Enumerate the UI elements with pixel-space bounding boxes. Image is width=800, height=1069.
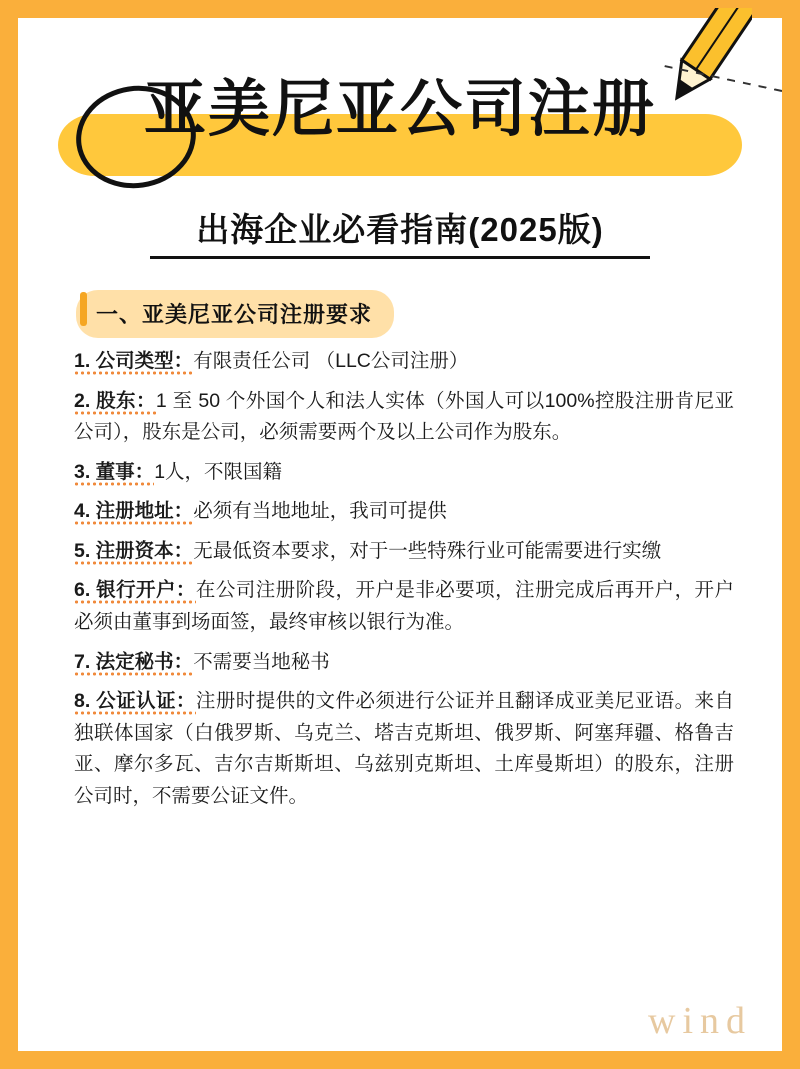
list-item-lead: 3. 董事： — [74, 461, 154, 486]
list-item-body: 不需要当地秘书 — [193, 650, 330, 673]
list-item-lead: 4. 注册地址： — [74, 500, 193, 525]
list-item — [74, 457, 734, 489]
list-item-body: 注册时提供的文件必须进行公证并且翻译成亚美尼亚语。来自独联体国家（白俄罗斯、乌克兰、塔吉克斯坦、俄罗斯、阿塞拜疆、格鲁吉亚、摩尔多瓦、吉尔吉斯斯坦、乌兹别克斯坦、土库曼斯坦）的股东，注册公司时，不需要公证文件。 — [74, 690, 734, 807]
list-item — [74, 536, 734, 568]
list-item-body: 必须有当地地址，我司可提供 — [193, 500, 447, 523]
page-title: 亚美尼亚公司注册 — [143, 75, 656, 144]
list-item-lead: 7. 法定秘书： — [74, 651, 193, 676]
list-item — [74, 346, 734, 378]
list-item — [74, 386, 734, 449]
subtitle-underline — [150, 256, 650, 259]
list-item-body: 在公司注册阶段，开户是非必要项，注册完成后再开户，开户必须由董事到场面签，最终审核以银行为准。 — [74, 579, 734, 634]
list-item — [74, 575, 734, 638]
list-item-body: 1 至 50 个外国个人和法人实体（外国人可以100%控股注册肯尼亚公司），股东是公司，必须需要两个及以上公司作为股东。 — [74, 389, 734, 444]
list-item-body: 有限责任公司 （LLC公司注册） — [193, 350, 469, 372]
list-item — [74, 686, 734, 812]
watermark: wind — [648, 1000, 752, 1042]
list-item-lead: 8. 公证认证： — [74, 690, 196, 715]
poster-card — [18, 18, 782, 1051]
list-item-body: 无最低资本要求，对于一些特殊行业可能需要进行实缴 — [193, 539, 662, 562]
page-subtitle: 出海企业必看指南(2025版) — [196, 211, 604, 248]
list-item-lead: 2. 股东： — [74, 390, 156, 415]
list-item — [74, 647, 734, 679]
list-item — [74, 496, 734, 528]
section-heading: 一、亚美尼亚公司注册要求 — [76, 290, 394, 338]
section-accent-bar — [80, 292, 87, 326]
list-item-lead: 5. 注册资本： — [74, 540, 193, 565]
list-item-lead: 6. 银行开户： — [74, 579, 196, 604]
list-item-body: 1人，不限国籍 — [154, 460, 283, 483]
requirements-list — [74, 346, 734, 821]
list-item-lead: 1. 公司类型： — [74, 350, 193, 375]
